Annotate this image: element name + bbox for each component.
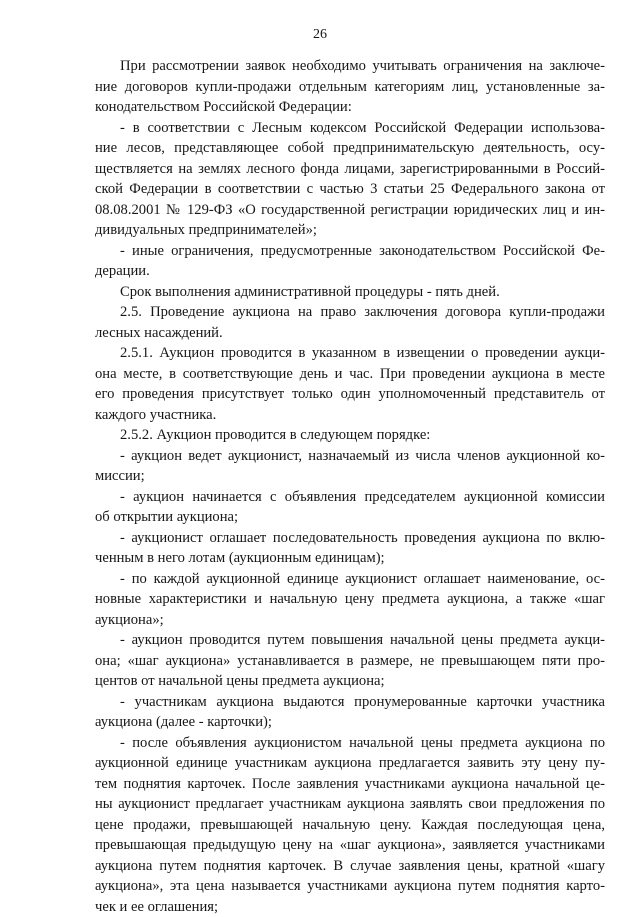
text-line: - после объявления аукционистом начальной цены предмета аукциона по xyxy=(95,733,605,754)
text-line: аукциона (далее - карточки); xyxy=(95,712,605,733)
text-line: тем поднятия карточек. После заявления участниками аукциона начальной це- xyxy=(95,774,605,795)
text-line: - аукцион проводится путем повышения начальной цены предмета аукци- xyxy=(95,630,605,651)
text-line: новные характеристики и начальную цену предмета аукциона, а также «шаг xyxy=(95,589,605,610)
text-line: 2.5. Проведение аукциона на право заключения договора купли-продажи xyxy=(95,302,605,323)
text-line: 2.5.1. Аукцион проводится в указанном в извещении о проведении аукци- xyxy=(95,343,605,364)
text-line: об открытии аукциона; xyxy=(95,507,605,528)
text-line: - иные ограничения, предусмотренные законодательством Российской Фе- xyxy=(95,241,605,262)
text-line: его проведения присутствует только один уполномоченный представитель от xyxy=(95,384,605,405)
text-line: конодательством Российской Федерации: xyxy=(95,97,605,118)
text-line: ны аукционист предлагает участникам аукциона заявлять свои предложения по xyxy=(95,794,605,815)
document-body xyxy=(95,56,605,917)
text-line: чек и ее оглашения; xyxy=(95,897,605,917)
text-line: дивидуальных предпринимателей»; xyxy=(95,220,605,241)
text-line: она месте, в соответствующие день и час. При проведении аукциона в месте xyxy=(95,364,605,385)
text-line: - по каждой аукционной единице аукционист оглашает наименование, ос- xyxy=(95,569,605,590)
text-line: 08.08.2001 № 129-ФЗ «О государственной регистрации юридических лиц и ин- xyxy=(95,200,605,221)
text-line: аукциона»; xyxy=(95,610,605,631)
text-line: центов от начальной цены предмета аукциона; xyxy=(95,671,605,692)
text-line: ние договоров купли-продажи отдельным категориям лиц, установленные за- xyxy=(95,77,605,98)
text-line: ской Федерации в соответствии с частью 3 статьи 25 Федерального закона от xyxy=(95,179,605,200)
text-line: превышающая предыдущую цену на «шаг аукциона», заявляется участниками xyxy=(95,835,605,856)
text-line: - аукционист оглашает последовательность проведения аукциона по вклю- xyxy=(95,528,605,549)
text-line: цене продажи, превышающей начальную цену. Каждая последующая цена, xyxy=(95,815,605,836)
text-line: - участникам аукциона выдаются пронумерованные карточки участника xyxy=(95,692,605,713)
text-line: дерации. xyxy=(95,261,605,282)
text-line: ние лесов, представляющее собой предпринимательскую деятельность, осу- xyxy=(95,138,605,159)
text-line: 2.5.2. Аукцион проводится в следующем порядке: xyxy=(95,425,605,446)
text-line: ществляется на землях лесного фонда лицами, зарегистрированными в Россий- xyxy=(95,159,605,180)
text-line: - аукцион начинается с объявления председателем аукционной комиссии xyxy=(95,487,605,508)
text-line: лесных насаждений. xyxy=(95,323,605,344)
text-line: ченным в него лотам (аукционным единицам); xyxy=(95,548,605,569)
text-line: Срок выполнения административной процедуры - пять дней. xyxy=(95,282,605,303)
text-line: каждого участника. xyxy=(95,405,605,426)
text-line: аукционной единице участникам аукциона предлагается заявить эту цену пу- xyxy=(95,753,605,774)
text-line: аукциона», эта цена называется участниками аукциона путем поднятия карто- xyxy=(95,876,605,897)
text-line: - аукцион ведет аукционист, назначаемый из числа членов аукционной ко- xyxy=(95,446,605,467)
page-number: 26 xyxy=(0,27,640,43)
text-line: она; «шаг аукциона» устанавливается в размере, не превышающем пяти про- xyxy=(95,651,605,672)
text-line: При рассмотрении заявок необходимо учитывать ограничения на заключе- xyxy=(95,56,605,77)
text-line: - в соответствии с Лесным кодексом Российской Федерации использова- xyxy=(95,118,605,139)
text-line: миссии; xyxy=(95,466,605,487)
text-line: аукциона путем поднятия карточек. В случае заявления цены, кратной «шагу xyxy=(95,856,605,877)
